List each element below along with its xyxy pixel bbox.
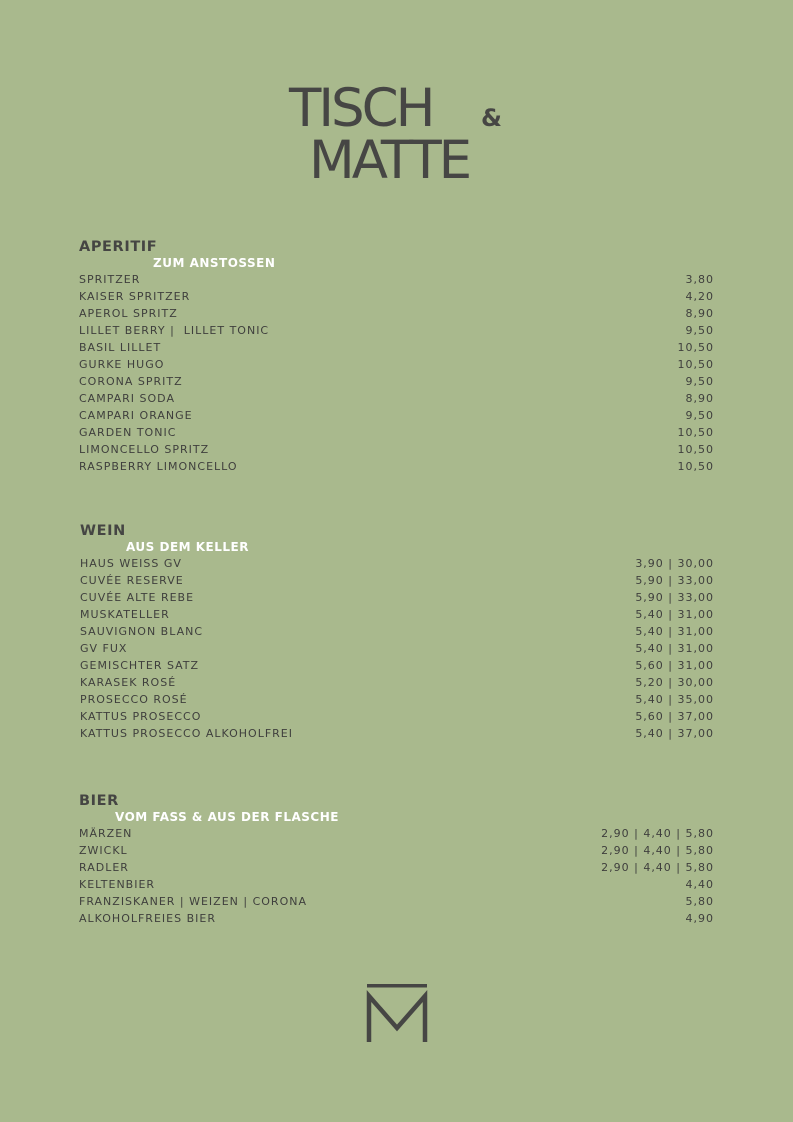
item-price: 10,50 — [677, 426, 714, 439]
section-title: BIER — [79, 793, 119, 809]
menu-item — [80, 725, 714, 742]
menu-item — [79, 424, 714, 441]
menu-item — [79, 356, 714, 373]
item-name: SAUVIGNON BLANC — [80, 625, 204, 638]
item-price: 10,50 — [677, 341, 714, 354]
menu-item — [79, 859, 714, 876]
item-price: 9,50 — [685, 409, 714, 422]
item-name: ZWICKL — [79, 844, 128, 857]
menu-item — [79, 910, 714, 927]
item-name: KELTENBIER — [79, 878, 156, 891]
item-price: 10,50 — [677, 443, 714, 456]
item-price: 5,40 | 35,00 — [635, 693, 714, 706]
item-name: CAMPARI SODA — [79, 392, 175, 405]
item-price: 5,40 | 31,00 — [635, 625, 714, 638]
item-price: 8,90 — [685, 307, 714, 320]
menu-item — [80, 623, 714, 640]
logo-line-2: MATTE — [309, 130, 470, 191]
menu-item — [79, 322, 714, 339]
item-name: GEMISCHTER SATZ — [80, 659, 200, 672]
item-name: LIMONCELLO SPRITZ — [79, 443, 210, 456]
item-price: 5,40 | 31,00 — [635, 642, 714, 655]
menu-item — [79, 305, 714, 322]
item-name: KARASEK ROSÉ — [80, 676, 177, 689]
item-price: 4,40 — [685, 878, 714, 891]
item-name: CORONA SPRITZ — [79, 375, 183, 388]
item-name: SPRITZER — [79, 273, 141, 286]
item-price: 3,90 | 30,00 — [635, 557, 714, 570]
menu-item — [80, 657, 714, 674]
item-name: LILLET BERRY | LILLET TONIC — [79, 324, 270, 337]
item-price: 4,90 — [685, 912, 714, 925]
item-price: 10,50 — [677, 460, 714, 473]
item-name: KATTUS PROSECCO — [80, 710, 202, 723]
item-name: RASPBERRY LIMONCELLO — [79, 460, 238, 473]
menu-item — [79, 876, 714, 893]
section-subtitle: AUS DEM KELLER — [126, 540, 249, 554]
item-name: ALKOHOLFREIES BIER — [79, 912, 216, 925]
menu-item — [80, 708, 714, 725]
menu-item — [79, 825, 714, 842]
item-price: 3,80 — [685, 273, 714, 286]
menu-list — [80, 555, 714, 742]
item-price: 5,40 | 31,00 — [635, 608, 714, 621]
item-price: 10,50 — [677, 358, 714, 371]
menu-item — [80, 555, 714, 572]
item-price: 5,20 | 30,00 — [635, 676, 714, 689]
brand-logo — [289, 78, 509, 191]
item-name: MÄRZEN — [79, 827, 133, 840]
section-aperitif — [79, 239, 714, 475]
item-name: GURKE HUGO — [79, 358, 165, 371]
section-subtitle: ZUM ANSTOSSEN — [153, 256, 276, 270]
item-price: 2,90 | 4,40 | 5,80 — [601, 844, 714, 857]
section-title: WEIN — [80, 523, 126, 539]
item-price: 5,60 | 37,00 — [635, 710, 714, 723]
menu-list — [79, 271, 714, 475]
item-name: MUSKATELLER — [80, 608, 170, 621]
item-price: 5,40 | 37,00 — [635, 727, 714, 740]
item-name: PROSECCO ROSÉ — [80, 693, 188, 706]
item-name: CUVÉE ALTE REBE — [80, 591, 195, 604]
item-price: 2,90 | 4,40 | 5,80 — [601, 861, 714, 874]
menu-item — [79, 390, 714, 407]
item-name: CUVÉE RESERVE — [80, 574, 184, 587]
menu-item — [80, 691, 714, 708]
item-name: GARDEN TONIC — [79, 426, 177, 439]
section-wein — [80, 523, 714, 742]
item-name: KATTUS PROSECCO ALKOHOLFREI — [80, 727, 293, 740]
menu-item — [80, 606, 714, 623]
logo-line-1: TISCH — [289, 78, 433, 139]
menu-item — [79, 407, 714, 424]
item-price: 5,90 | 33,00 — [635, 574, 714, 587]
item-name: HAUS WEISS GV — [80, 557, 182, 570]
menu-item — [80, 589, 714, 606]
menu-item — [79, 271, 714, 288]
item-name: BASIL LILLET — [79, 341, 162, 354]
menu-item — [79, 893, 714, 910]
item-price: 5,90 | 33,00 — [635, 591, 714, 604]
item-price: 8,90 — [685, 392, 714, 405]
item-name: GV FUX — [80, 642, 128, 655]
menu-item — [79, 842, 714, 859]
section-title: APERITIF — [79, 239, 158, 255]
item-name: FRANZISKANER | WEIZEN | CORONA — [79, 895, 307, 908]
menu-item — [79, 441, 714, 458]
menu-item — [79, 458, 714, 475]
section-bier — [79, 793, 714, 927]
item-name: RADLER — [79, 861, 129, 874]
menu-list — [79, 825, 714, 927]
item-price: 9,50 — [685, 375, 714, 388]
item-price: 4,20 — [685, 290, 714, 303]
item-name: CAMPARI ORANGE — [79, 409, 193, 422]
menu-item — [79, 288, 714, 305]
monogram-logo-icon — [366, 984, 428, 1044]
item-price: 2,90 | 4,40 | 5,80 — [601, 827, 714, 840]
item-price: 5,80 — [685, 895, 714, 908]
menu-item — [79, 373, 714, 390]
item-price: 5,60 | 31,00 — [635, 659, 714, 672]
item-name: APEROL SPRITZ — [79, 307, 178, 320]
menu-item — [79, 339, 714, 356]
menu-item — [80, 674, 714, 691]
item-name: KAISER SPRITZER — [79, 290, 191, 303]
menu-item — [80, 572, 714, 589]
menu-item — [80, 640, 714, 657]
section-subtitle: VOM FASS & AUS DER FLASCHE — [115, 810, 339, 824]
item-price: 9,50 — [685, 324, 714, 337]
logo-ampersand: & — [481, 104, 502, 132]
